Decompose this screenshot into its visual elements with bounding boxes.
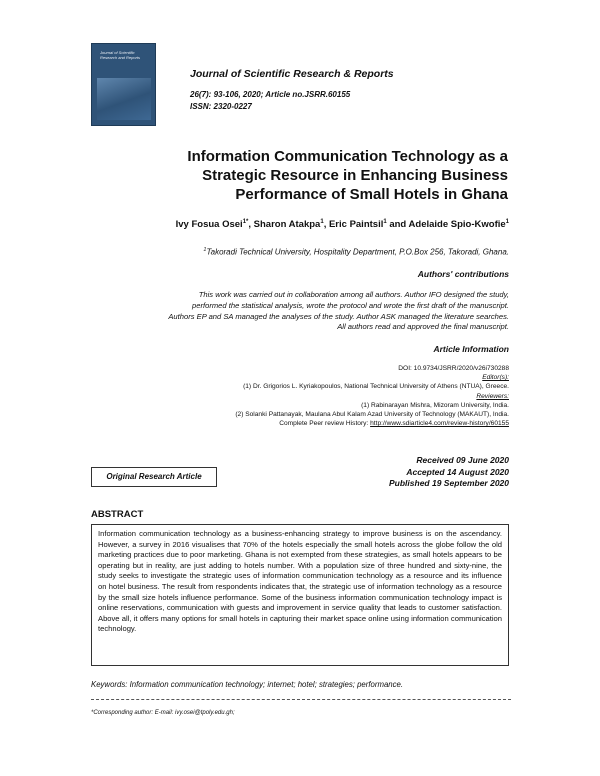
article-title: [108, 147, 508, 204]
author-superscript: 1: [505, 219, 509, 225]
issn: ISSN: 2320-0227: [190, 102, 252, 111]
author-name: Adelaide Spio-Kwofie: [408, 219, 506, 231]
volume-line: 26(7): 93-106, 2020; Article no.JSRR.60155: [190, 90, 351, 99]
cover-artwork: [97, 78, 151, 120]
article-info: [89, 364, 509, 428]
contribution-line: All authors read and approved the final manuscript.: [337, 322, 509, 332]
reviewer: (2) Solanki Pattanayak, Maulana Abul Kalam Azad University of Technology (MAKAUT), India.: [235, 411, 509, 419]
article-info-heading: Article Information: [433, 344, 509, 354]
doi: DOI: 10.9734/JSRR/2020/v26i730288: [398, 365, 509, 372]
abstract-body: Information communication technology as a business-enhancing strategy to improve business is on the ascendancy. However, a survey in 2016 visualises that 70% of the hotels especially the small hotels across the globe follow the old marketing practices due to poor marketing. Ghana is not exempted from these strategies, as small hotels appears to be operating but in reality, are just adding to hotels number. With a population size of three hundred and sixty-nine, the study seeks to investigate the strategic uses of information communication technology as a resource and its influence on hotel business. The result from respondents indicates that, the strategic use of information technology as a resource by the small size hotels influence performance. Some of the business information communication technology impact is online reservations, communication with guests and improvement in service quality that leads to customer satisfaction. Above all, it offers many options for small hotels in capturing their market space online using information communication technology.: [91, 524, 509, 666]
author-name: Eric Paintsil: [328, 219, 384, 231]
contribution-line: performed the statistical analysis, wrote the protocol and wrote the first draft of the manuscript.: [192, 300, 509, 310]
affiliation-superscript: 1: [203, 247, 207, 253]
title-line: Strategic Resource in Enhancing Business: [202, 167, 508, 184]
article-type-box: Original Research Article: [91, 467, 217, 487]
corresponding-author-footnote: *Corresponding author: E-mail: ivy.osei@tpoly.edu.gh;: [91, 710, 235, 716]
title-line: Performance of Small Hotels in Ghana: [235, 186, 508, 203]
editors-label: Editor(s):: [482, 374, 509, 382]
contributions-heading: Authors' contributions: [417, 269, 509, 279]
author-name: Sharon Atakpa: [253, 219, 321, 231]
received-date: Received 09 June 2020: [416, 455, 509, 465]
review-history-link[interactable]: http://www.sdiarticle4.com/review-history/60155: [370, 420, 509, 428]
author-superscript: 1: [383, 219, 387, 225]
keywords: Keywords: Information communication technology; internet; hotel; strategies; performance.: [91, 680, 404, 689]
editor: (1) Dr. Grigorios L. Kyriakopoulos, National Technical University of Athens (NTUA), Greece.: [243, 383, 509, 391]
author-name: Ivy Fosua Osei: [175, 219, 243, 231]
abstract-heading: ABSTRACT: [91, 509, 144, 520]
cover-title: Journal of Scientific Research and Reports: [100, 50, 141, 60]
history-label: Complete Peer review History:: [279, 420, 371, 428]
reviewer: (1) Rabinarayan Mishra, Mizoram University, India.: [361, 401, 509, 409]
publication-dates: [389, 455, 509, 490]
accepted-date: Accepted 14 August 2020: [406, 466, 509, 477]
affiliation: [203, 247, 509, 257]
author-separator: ,: [323, 219, 329, 231]
journal-name: Journal of Scientific Research & Reports: [190, 68, 394, 80]
contribution-line: Authors EP and SA managed the analyses of the study. Author ASK managed the literature searches.: [168, 311, 509, 321]
title-line: Information Communication Technology as a: [187, 148, 508, 165]
affiliation-text: Takoradi Technical University, Hospitality Department, P.O.Box 256, Takoradi, Ghana.: [206, 247, 509, 257]
published-date: Published 19 September 2020: [389, 478, 509, 488]
contribution-line: This work was carried out in collaboration among all authors. Author IFO designed the study,: [198, 290, 509, 299]
contributions-text: [79, 290, 509, 333]
author-superscript: 1*: [242, 219, 249, 225]
author-conjunction: and: [386, 219, 409, 231]
reviewers-label: Reviewers:: [476, 392, 509, 400]
journal-cover-image: [91, 43, 156, 126]
author-list: [176, 219, 509, 230]
author-separator: ,: [248, 219, 254, 231]
author-superscript: 1: [320, 219, 324, 225]
footnote-divider: [91, 699, 511, 700]
